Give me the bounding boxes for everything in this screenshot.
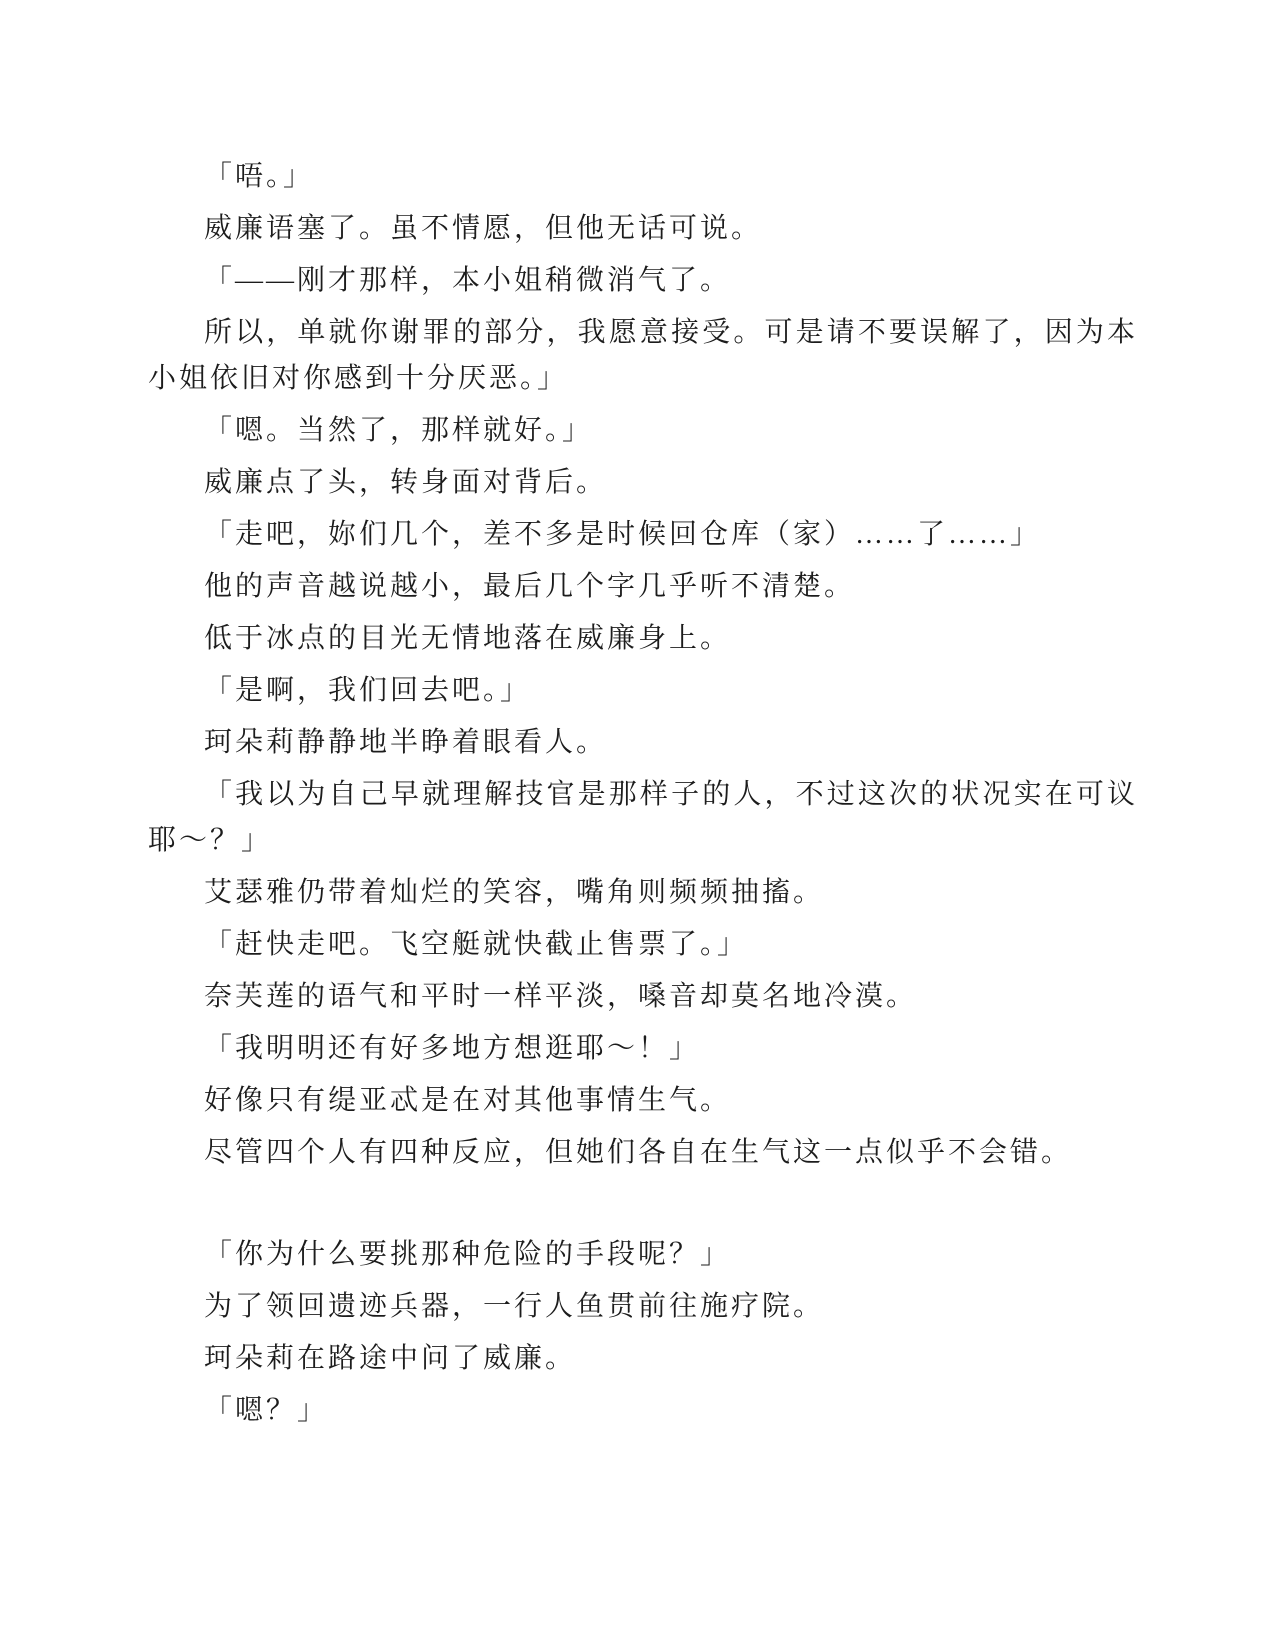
paragraph: 「——刚才那样，本小姐稍微消气了。 <box>204 265 732 296</box>
paragraph: 「唔。」 <box>204 161 315 192</box>
paragraph: 好像只有缇亚忒是在对其他事情生气。 <box>204 1085 732 1116</box>
paragraph: 「赶快走吧。飞空艇就快截止售票了。」 <box>204 929 749 960</box>
paragraph: 为了领回遗迹兵器，一行人鱼贯前往施疗院。 <box>204 1291 825 1322</box>
paragraph: 珂朵莉静静地半睁着眼看人。 <box>204 727 608 758</box>
paragraph: 低于冰点的目光无情地落在威廉身上。 <box>204 623 732 654</box>
paragraph: 「嗯。当然了，那样就好。」 <box>204 415 594 446</box>
paragraph: 他的声音越说越小，最后几个字几乎听不清楚。 <box>204 571 856 602</box>
paragraph: 珂朵莉在路途中问了威廉。 <box>204 1343 577 1374</box>
paragraph: 尽管四个人有四种反应，但她们各自在生气这一点似乎不会错。 <box>204 1137 1073 1168</box>
paragraph: 「我明明还有好多地方想逛耶～！」 <box>204 1033 701 1064</box>
paragraph: 「你为什么要挑那种危险的手段呢？」 <box>204 1239 732 1270</box>
paragraph: 「嗯？」 <box>204 1395 329 1426</box>
paragraph: 威廉点了头，转身面对背后。 <box>204 467 608 498</box>
paragraph: 奈芙莲的语气和平时一样平淡，嗓音却莫名地冷漠。 <box>204 981 918 1012</box>
text-block <box>148 154 1138 1440</box>
paragraph: 艾瑟雅仍带着灿烂的笑容，嘴角则频频抽搐。 <box>204 877 825 908</box>
section-break <box>148 1182 1138 1232</box>
paragraph: 威廉语塞了。虽不情愿，但他无话可说。 <box>204 213 763 244</box>
paragraph: 所以，单就你谢罪的部分，我愿意接受。可是请不要误解了，因为本小姐依旧对你感到十分厌恶。」 <box>148 317 1138 394</box>
paragraph: 「我以为自己早就理解技官是那样子的人，不过这次的状况实在可议耶～？」 <box>148 779 1138 856</box>
paragraph: 「是啊，我们回去吧。」 <box>204 675 532 706</box>
paragraph: 「走吧，妳们几个，差不多是时候回仓库（家）……了……」 <box>204 519 1042 550</box>
